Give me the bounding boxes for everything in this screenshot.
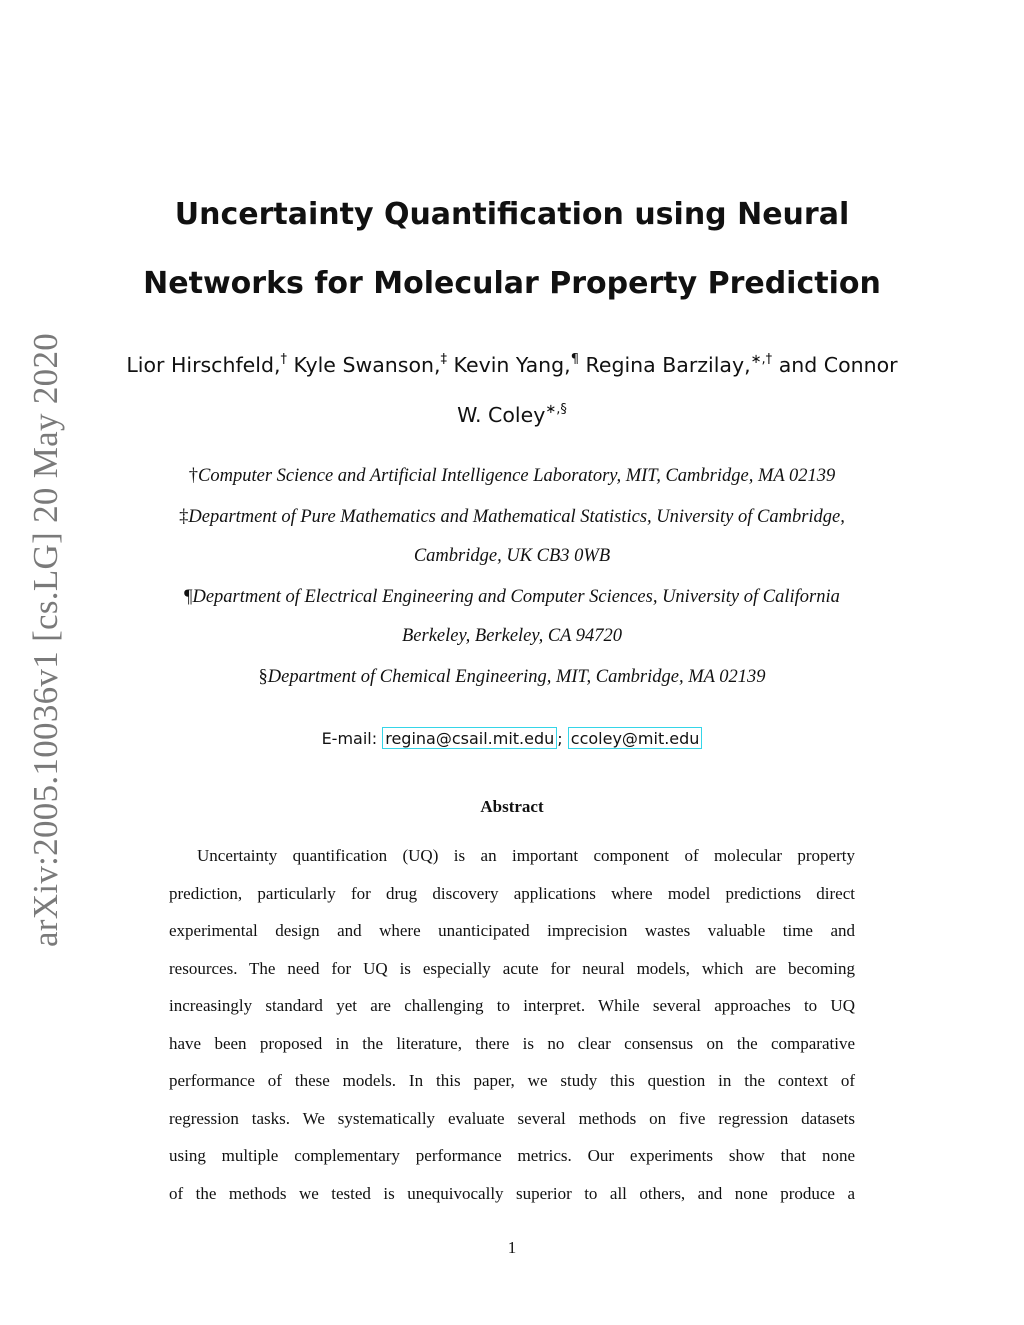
abstract-heading: Abstract xyxy=(480,797,544,816)
affiliation-mark: ¶ xyxy=(570,352,579,367)
affiliation-mark: † xyxy=(188,466,199,486)
paper-title-line-2: Networks for Molecular Property Prediction xyxy=(143,266,881,301)
author-name-prefix: and Connor xyxy=(778,353,898,377)
abstract-line: resources. The need for UQ is especially acute for neural models, which are becoming xyxy=(169,958,855,978)
email-line xyxy=(0,727,1024,749)
author-list-line-1 xyxy=(0,353,1024,377)
affiliation-mark: ‡ xyxy=(179,507,189,527)
author-name: Kevin Yang, xyxy=(453,353,571,377)
arxiv-identifier-stamp: arXiv:2005.10036v1 [cs.LG] 20 May 2020 xyxy=(26,332,65,948)
affiliation-3-continued: Berkeley, Berkeley, CA 94720 xyxy=(401,626,623,646)
affiliation-mark: ∗,§ xyxy=(545,402,567,417)
abstract-body xyxy=(169,844,855,1219)
email-link-barzilay[interactable]: regina@csail.mit.edu xyxy=(382,727,557,749)
affiliation-text: Department of Pure Mathematics and Mathematical Statistics, University of Cambridge, xyxy=(188,507,845,527)
email-label: E-mail: xyxy=(321,729,378,748)
affiliation-mark: ¶ xyxy=(184,587,193,607)
affiliation-4 xyxy=(0,667,1024,688)
author-name: W. Coley xyxy=(457,403,546,427)
affiliation-mark: † xyxy=(280,352,287,367)
abstract-line: performance of these models. In this paper, we study this question in the context of xyxy=(169,1071,855,1090)
affiliation-mark: ‡ xyxy=(440,352,448,367)
abstract-line: have been proposed in the literature, there is no clear consensus on the comparative xyxy=(169,1033,855,1053)
abstract-line: using multiple complementary performance metrics. Our experiments show that none xyxy=(169,1146,855,1165)
author-list-line-2 xyxy=(0,403,1024,427)
affiliation-mark: § xyxy=(258,667,268,687)
affiliation-text: Computer Science and Artificial Intelligence Laboratory, MIT, Cambridge, MA 02139 xyxy=(198,466,836,486)
paper-title-line-1: Uncertainty Quantification using Neural xyxy=(174,197,850,232)
abstract-line: increasingly standard yet are challenging to interpret. While several approaches to UQ xyxy=(169,996,855,1015)
affiliation-3 xyxy=(0,587,1024,608)
author-name: Lior Hirschfeld, xyxy=(126,353,281,377)
affiliation-2-continued: Cambridge, UK CB3 0WB xyxy=(413,546,611,566)
affiliation-2 xyxy=(0,507,1024,528)
abstract-line: prediction, particularly for drug discovery applications where model predictions direct xyxy=(169,883,855,903)
abstract-line: regression tasks. We systematically evaluate several methods on five regression datasets xyxy=(169,1108,855,1128)
affiliation-mark: ∗,† xyxy=(750,352,773,367)
email-link-coley[interactable]: ccoley@mit.edu xyxy=(568,727,703,749)
affiliation-text: Department of Electrical Engineering and Computer Sciences, University of California xyxy=(192,587,840,607)
email-separator: ; xyxy=(557,729,563,748)
abstract-line: Uncertainty quantification (UQ) is an important component of molecular property xyxy=(197,846,855,865)
affiliation-text: Department of Chemical Engineering, MIT, Cambridge, MA 02139 xyxy=(267,667,766,687)
author-name: Kyle Swanson, xyxy=(293,353,441,377)
abstract-line: experimental design and where unanticipated imprecision wastes valuable time and xyxy=(169,921,855,940)
author-name: Regina Barzilay, xyxy=(585,353,751,377)
page-number: 1 xyxy=(507,1238,517,1257)
affiliation-1 xyxy=(0,466,1024,487)
abstract-line: of the methods we tested is unequivocally superior to all others, and none produce a xyxy=(169,1183,855,1203)
